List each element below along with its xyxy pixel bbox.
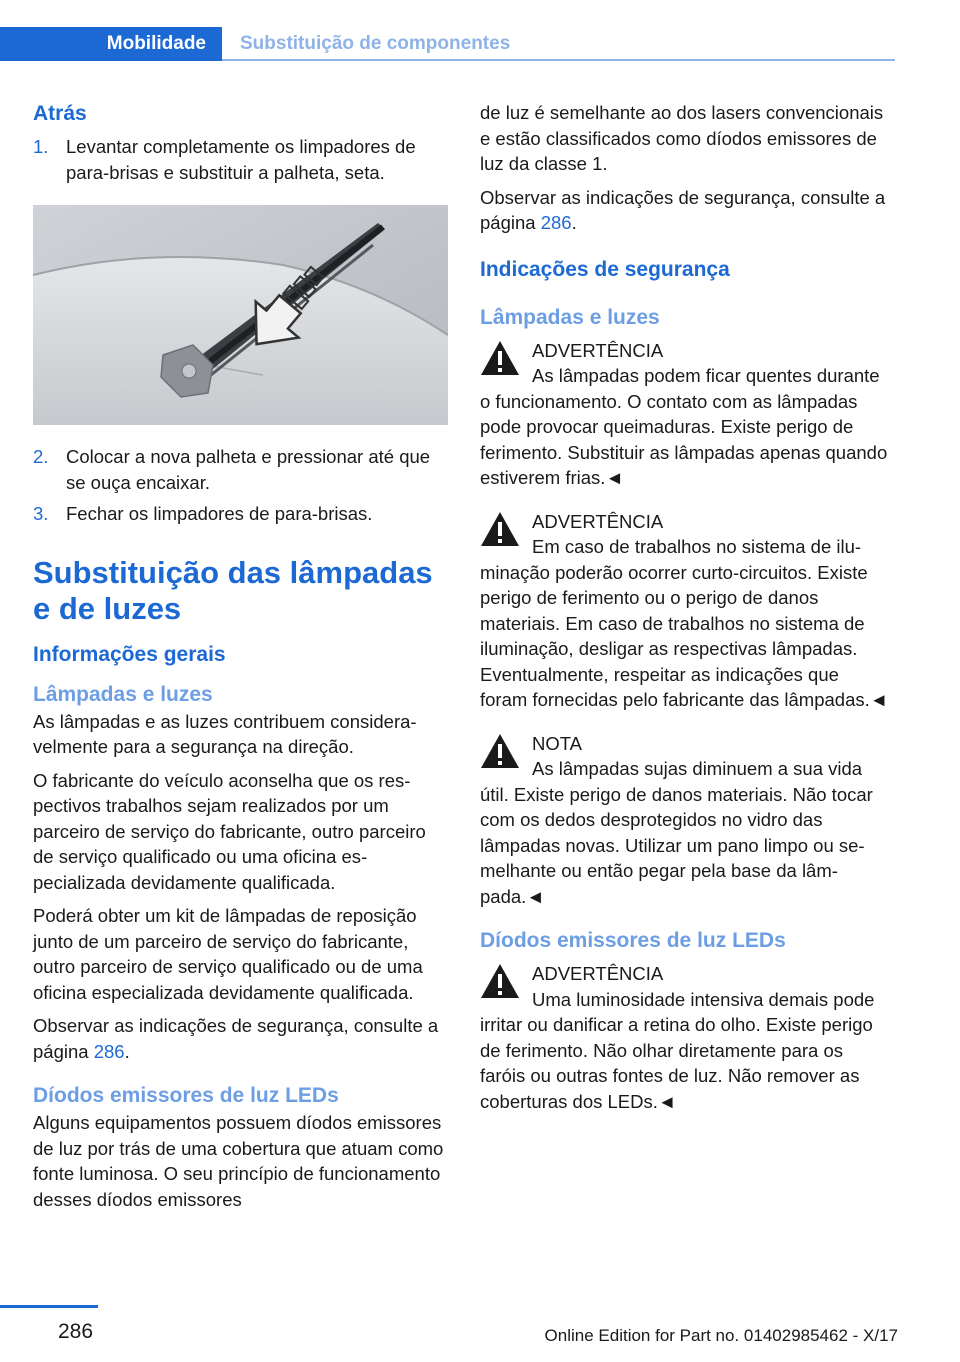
- warning-triangle-icon: [480, 511, 520, 547]
- section-title-atras: Atrás: [33, 102, 87, 125]
- text: Observar as indicações de segurança, consulte a página: [480, 186, 886, 233]
- led-paragraph-1: Alguns equipamentos possuem díodos emissores de luz por trás de uma cobertura que atuam como fonte luminosa. O seu princípio de funcionamento desses díodos emissores: [33, 1112, 444, 1210]
- warning-1: [480, 338, 890, 491]
- page-number: 286: [58, 1320, 94, 1343]
- led-paragraph-2: [480, 185, 890, 236]
- step-number: 2.: [33, 446, 49, 467]
- warning-body: As lâmpadas podem ficar quentes durante o funcionamento. O contato com as lâmpadas pode provocar queimaduras. Existe perigo de ferimento. Substituir as lâmpadas apenas quando estiverem frias.◄: [480, 365, 888, 488]
- text: Observar as indicações de segurança, consulte a página: [33, 1015, 439, 1062]
- warning-triangle-icon: [480, 963, 520, 999]
- warning-body: Uma luminosidade intensiva demais pode irritar ou danificar a retina do olho. Existe perigo de ferimento. Não olhar diretamente para os faróis ou outras fontes de luz. Não remover as coberturas dos LEDs.◄: [480, 988, 875, 1112]
- step-text: Levantar completamente os limpadores de para-brisas e substituir a palheta, seta.: [66, 136, 416, 183]
- safety-title: Indicações de segurança: [480, 257, 730, 281]
- step-2: [33, 444, 448, 495]
- left-column: [33, 100, 448, 1220]
- lamps-paragraph-4: [33, 1013, 448, 1064]
- info-title: Informações gerais: [33, 642, 226, 666]
- tab-substituicao[interactable]: Substituição de componentes: [240, 33, 511, 54]
- tab-mobilidade[interactable]: Mobilidade: [0, 27, 222, 61]
- warning-title: ADVERTÊNCIA: [532, 339, 664, 361]
- warning-body: Em caso de trabalhos no sistema de iluminação poderão ocorrer curto-circuitos. Existe perigo de ferimento ou o perigo de danos materiais. Em caso de trabalhos no sistema de iluminação, desligar as respectivas lâmpadas. Eventualmente, respeitar as indicações que foram fornecidas pelo fabricante das lâmpadas.◄: [480, 536, 889, 710]
- warning-triangle-icon: [480, 733, 520, 769]
- led-title-right: Díodos emissores de luz LEDs: [480, 929, 786, 952]
- warning-title: ADVERTÊNCIA: [532, 963, 664, 984]
- step-number: 3.: [33, 503, 49, 524]
- warning-title: ADVERTÊNCIA: [532, 510, 664, 532]
- led-paragraph-1-cont: de luz é semelhante ao dos lasers convencionais e estão classificados como díodos emissores de luz da classe 1.: [480, 102, 884, 174]
- note-1: [480, 731, 890, 910]
- wiper-blade-illustration: [33, 205, 448, 425]
- right-column: [480, 100, 890, 1132]
- step-text: Colocar a nova palheta e pressionar até que se ouça encaixar.: [66, 446, 431, 493]
- page-link-286[interactable]: 286: [93, 1040, 125, 1062]
- edition-info: Online Edition for Part no. 01402985462 - X/17: [544, 1326, 898, 1345]
- lamps-paragraph-3: Poderá obter um kit de lâmpadas de reposição junto de um parceiro de serviço do fabricante, outro parceiro de serviço qualificado ou de uma oficina especializada devidamente qualificada.: [33, 905, 423, 1003]
- warning-triangle-icon: [480, 340, 520, 376]
- step-text: Fechar os limpadores de para-brisas.: [66, 503, 373, 524]
- lamps-paragraph-2: O fabricante do veículo aconselha que os respectivos trabalhos sejam realizados por um parceiro de serviço do fabricante, outro parceiro de serviço qualificado ou uma oficina especializada devidamente qualificada.: [33, 769, 426, 893]
- warning-led: [480, 961, 890, 1114]
- step-number: 1.: [33, 136, 49, 157]
- lamps-title-right: Lâmpadas e luzes: [480, 305, 660, 329]
- footer-divider: [0, 1305, 98, 1308]
- warning-2: [480, 509, 890, 713]
- chapter-title: Substituição das lâmpadas e de luzes: [33, 554, 433, 626]
- step-1: [33, 134, 448, 185]
- lamps-title: Lâmpadas e luzes: [33, 682, 213, 706]
- text: .: [571, 212, 577, 233]
- text: .: [124, 1040, 130, 1062]
- led-title: Díodos emissores de luz LEDs: [33, 1084, 339, 1107]
- note-body: As lâmpadas sujas diminuem a sua vida útil. Existe perigo de danos materiais. Não tocar com os dedos desprotegidos no vidro das lâmpadas novas. Utilizar um pano limpo ou semelhante ou então pegar pela base da lâmpada.◄: [480, 758, 873, 907]
- page-link-286[interactable]: 286: [540, 212, 572, 233]
- page-header: [0, 27, 895, 61]
- lamps-paragraph-1: As lâmpadas e as luzes contribuem consideravelmente para a segurança na direção.: [33, 710, 417, 757]
- note-title: NOTA: [532, 732, 583, 754]
- step-3: [33, 501, 448, 527]
